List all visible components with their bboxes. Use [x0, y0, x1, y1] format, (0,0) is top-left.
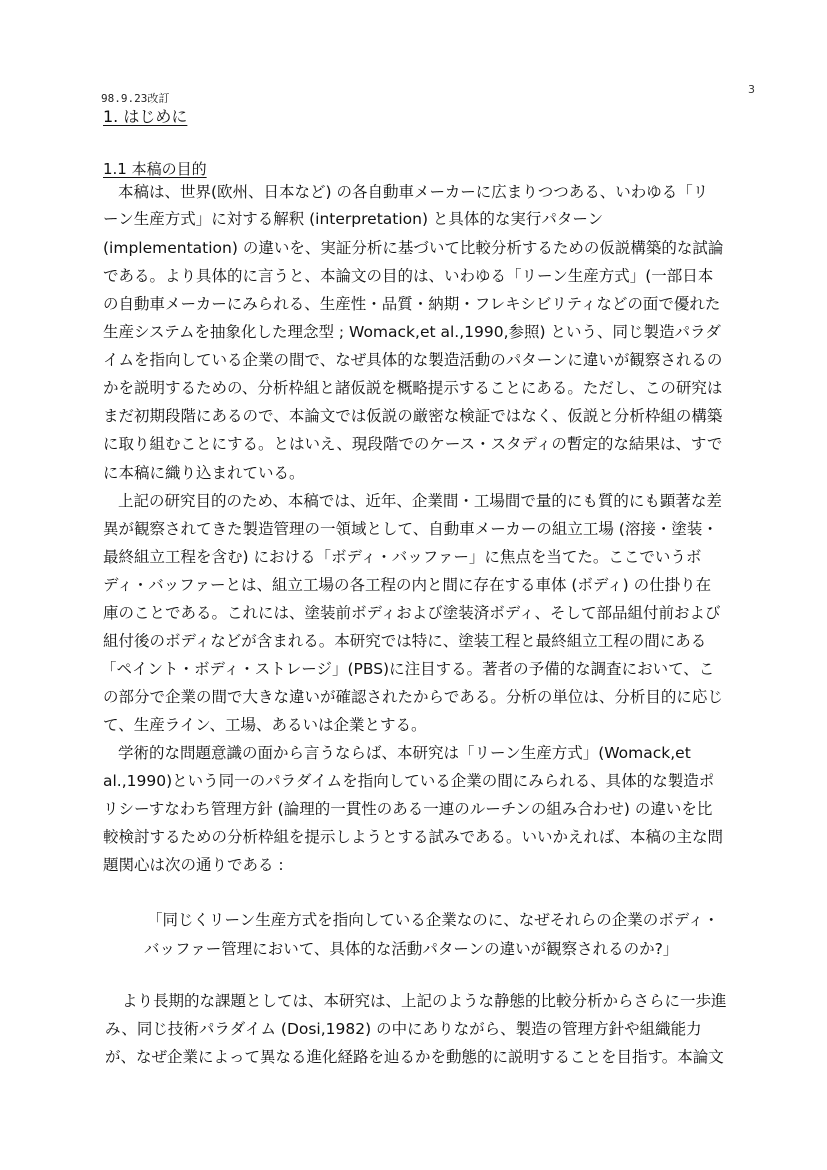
- tail-line: より長期的な課題としては、本研究は、上記のような静態的比較分析からさらに一歩進: [122, 992, 727, 1010]
- body-line: 組付後のボディなどが含まれる。本研究では特に、塗装工程と最終組立工程の間にある: [103, 632, 707, 650]
- body-line: 題関心は次の通りである :: [103, 856, 284, 874]
- body-line: の自動車メーカーにみられる、生産性・品質・納期・フレキシビリティなどの面で優れた: [103, 295, 721, 313]
- subsection-heading: 1.1 本稿の目的: [103, 160, 207, 178]
- body-line: 最終組立工程を含む) における「ボディ・バッファー」に焦点を当てた。ここでいうボ: [103, 548, 702, 566]
- revision-date: 98.9.23改訂: [101, 92, 170, 105]
- body-line: 学術的な問題意識の面から言うならば、本研究は「リーン生産方式」(Womack,et: [118, 744, 691, 762]
- body-line: ディ・バッファーとは、組立工場の各工程の内と間に存在する車体 (ボディ) の仕掛り在: [103, 576, 712, 594]
- body-line: に取り組むことにする。とはいえ、現段階でのケース・スタディの暫定的な結果は、すで: [103, 435, 723, 453]
- quote-line: 「同じくリーン生産方式を指向している企業なのに、なぜそれらの企業のボディ・: [147, 911, 719, 929]
- body-line: 上記の研究目的のため、本稿では、近年、企業間・工場間で量的にも質的にも顕著な差: [118, 492, 722, 510]
- body-line: ーン生産方式」に対する解釈 (interpretation) と具体的な実行パターン: [103, 210, 604, 228]
- body-line: 本稿は、世界(欧州、日本など) の各自動車メーカーに広まりつつある、いわゆる「リ: [118, 183, 709, 201]
- body-line: al.,1990)という同一のパラダイムを指向している企業の間にみられる、具体的な製造ポ: [103, 772, 715, 790]
- body-line: 庫のことである。これには、塗装前ボディおよび塗装済ボディ、そして部品組付前および: [103, 604, 721, 622]
- tail-line: が、なぜ企業によって異なる進化経路を辿るかを動態的に説明することを目指す。本論文: [105, 1048, 724, 1066]
- page-number: 3: [748, 83, 755, 96]
- body-line: て、生産ライン、工場、あるいは企業とする。: [103, 716, 427, 734]
- body-line: 生産システムを抽象化した理念型 ; Womack,et al.,1990,参照) という、同じ製造パラダ: [103, 323, 721, 341]
- body-line: に本稿に織り込まれている。: [103, 464, 305, 482]
- body-line: かを説明するための、分析枠組と諸仮説を概略提示することにある。ただし、この研究は: [103, 379, 723, 397]
- tail-line: み、同じ技術パラダイム (Dosi,1982) の中にありながら、製造の管理方針や組織能力: [105, 1020, 702, 1038]
- section-heading: 1. はじめに: [103, 107, 188, 126]
- body-line: 「ペイント・ボディ・ストレージ」(PBS)に注目する。著者の予備的な調査において、こ: [101, 660, 715, 678]
- body-line: 較検討するための分析枠組を提示しようとする試みである。いいかえれば、本稿の主な問: [103, 828, 724, 846]
- body-line: (implementation) の違いを、実証分析に基づいて比較分析するための仮説構築的な試論: [103, 239, 724, 257]
- quote-line: バッファー管理において、具体的な活動パターンの違いが観察されるのか?」: [144, 940, 679, 958]
- body-line: 異が観察されてきた製造管理の一領域として、自動車メーカーの組立工場 (溶接・塗装・: [103, 520, 718, 538]
- body-line: イムを指向している企業の間で、なぜ具体的な製造活動のパターンに違いが観察されるの: [103, 351, 723, 369]
- body-line: まだ初期段階にあるので、本論文では仮説の厳密な検証ではなく、仮説と分析枠組の構築: [103, 407, 723, 425]
- body-line: の部分で企業の間で大きな違いが確認されたからである。分析の単位は、分析目的に応じ: [103, 688, 723, 706]
- body-line: である。より具体的に言うと、本論文の目的は、いわゆる「リーン生産方式」(一部日本: [103, 267, 714, 285]
- body-line: リシーすなわち管理方針 (論理的一貫性のある一連のルーチンの組み合わせ) の違いを比: [103, 800, 713, 818]
